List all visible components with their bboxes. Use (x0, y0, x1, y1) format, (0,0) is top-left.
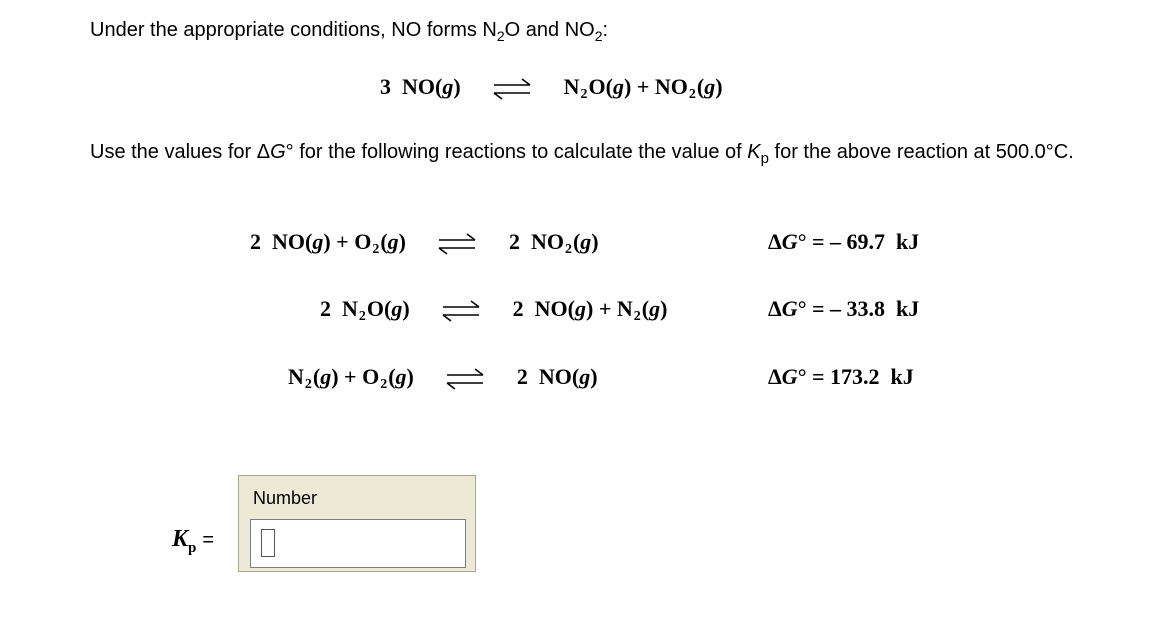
equilibrium-arrow-icon (492, 78, 532, 100)
intro-text: Under the appropriate conditions, NO forms $N_2O$ and $NO_2$: (90, 19, 609, 44)
equilibrium-arrow-icon (437, 233, 477, 255)
text-cursor (261, 529, 275, 557)
reaction-1: 2 $NO(g) + O_2(g)$ 2 $NO_2(g)$ (250, 229, 599, 257)
reaction-3-dg: ΔG° = 173.2 kJ (768, 364, 914, 389)
equilibrium-arrow-icon (445, 368, 485, 390)
kp-label: $K_p$ = (172, 526, 215, 556)
instruction-text: Use the values for ΔG° for the following reactions to calculate the value of $K_p$ for the above reaction at 500.0°C. (90, 141, 1074, 167)
kp-number-input[interactable] (250, 519, 466, 568)
equilibrium-arrow-icon (441, 300, 481, 322)
reaction-2: 2 $N_2O(g)$ 2 $NO(g) + N_2(g)$ (320, 296, 668, 324)
number-label: Number (253, 488, 318, 508)
reaction-1-dg: ΔG° = – 69.7 kJ (768, 229, 920, 254)
reaction-3: $N_2(g) + O_2(g)$ 2 NO(g) (288, 364, 598, 392)
answer-box (238, 475, 476, 572)
main-reaction: 3 NO(g) $N_2O(g) + NO_2(g)$ (380, 74, 723, 102)
reaction-2-dg: ΔG° = – 33.8 kJ (768, 296, 920, 321)
